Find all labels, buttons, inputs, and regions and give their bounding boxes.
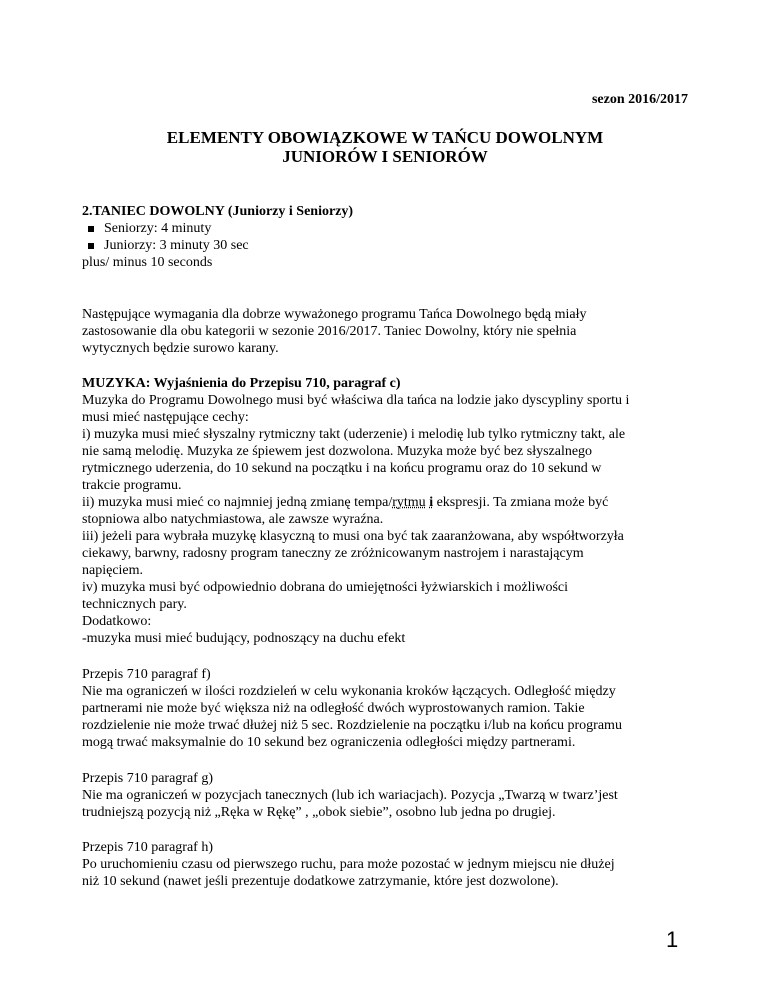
square-bullet-icon	[88, 226, 94, 232]
music-heading: MUZYKA: Wyjaśnienia do Przepisu 710, paragraf c)	[82, 376, 401, 391]
text-span: ii) muzyka musi mieć co najmniej jedną zmianę tempa/	[82, 495, 393, 510]
rule-g-section	[82, 770, 688, 821]
text-line: nie samą melodię. Muzyka ze śpiewem jest dozwolona. Muzyka może być bez słyszalnego	[82, 444, 593, 459]
text-line: mogą trwać maksymalnie do 10 sekund bez ograniczenia odległości między partnerami.	[82, 735, 576, 750]
bullet-item	[82, 220, 688, 237]
text-line: iii) jeżeli para wybrała muzykę klasyczną to musi ona być tak zaaranżowana, aby współtworzyła	[82, 529, 624, 544]
underlined-word: rytmu	[392, 495, 426, 510]
text-line: rytmicznego uderzenia, do 10 sekund na początku i na końcu programu oraz do 10 sekund w	[82, 461, 602, 476]
square-bullet-icon	[88, 243, 94, 249]
text-line: musi mieć następujące cechy:	[82, 410, 249, 425]
text-span: ekspresji. Ta zmiana może być	[433, 495, 609, 510]
text-line: -muzyka musi mieć budujący, podnoszący na duchu efekt	[82, 631, 406, 646]
section-free-dance	[82, 203, 688, 271]
title-line-2: JUNIORÓW I SENIORÓW	[282, 147, 488, 166]
bullet-item	[82, 237, 688, 254]
rule-heading: Przepis 710 paragraf h)	[82, 840, 214, 855]
text-line: trudniejszą pozycją niż „Ręka w Rękę” , „obok siebie”, osobno lub jedna po drugiej.	[82, 805, 556, 820]
music-section	[82, 375, 688, 647]
text-line: niż 10 sekund (nawet jeśli prezentuje dodatkowe zatrzymanie, które jest dozwolone).	[82, 874, 559, 889]
rule-heading: Przepis 710 paragraf g)	[82, 771, 214, 786]
text-line: wytycznych będzie surowo karany.	[82, 341, 279, 356]
text-line: technicznych pary.	[82, 597, 187, 612]
text-line: Dodatkowo:	[82, 614, 152, 629]
time-tolerance: plus/ minus 10 seconds	[82, 255, 213, 270]
document-title	[82, 128, 688, 166]
text-line: rozdzielenie nie może trwać dłużej niż 5 sec. Rozdzielenie na początku i/lub na końcu programu	[82, 718, 622, 733]
section-heading: 2.TANIEC DOWOLNY (Juniorzy i Seniorzy)	[82, 204, 354, 219]
season-label: sezon 2016/2017	[591, 92, 688, 107]
text-line: Następujące wymagania dla dobrze wyważonego programu Tańca Dowolnego będą miały	[82, 307, 587, 322]
text-line: stopniowa albo natychmiastowa, ale zawsze wyraźna.	[82, 512, 384, 527]
text-line: Nie ma ograniczeń w ilości rozdzieleń w celu wykonania kroków łączących. Odległość między	[82, 684, 616, 699]
bold-conjunction: i	[429, 495, 434, 510]
text-line: ciekawy, barwny, radosny program taneczny ze zróżnicowanym nastrojem i narastającym	[82, 546, 584, 561]
title-line-1: ELEMENTY OBOWIĄZKOWE W TAŃCU DOWOLNYM	[166, 128, 604, 147]
rule-f-section	[82, 666, 688, 751]
text-line: Po uruchomieniu czasu od pierwszego ruchu, para może pozostać w jednym miejscu nie dłużej	[82, 857, 615, 872]
text-line: napięciem.	[82, 563, 144, 578]
text-line: trakcie programu.	[82, 478, 182, 493]
text-line: i) muzyka musi mieć słyszalny rytmiczny takt (uderzenie) i melodię lub tylko rytmiczny takt, ale	[82, 427, 626, 442]
intro-paragraph	[82, 306, 688, 357]
rule-heading: Przepis 710 paragraf f)	[82, 667, 211, 682]
rule-h-section	[82, 839, 688, 890]
text-line: zastosowanie dla obu kategorii w sezonie 2016/2017. Taniec Dowolny, który nie spełnia	[82, 324, 577, 339]
text-line: Muzyka do Programu Dowolnego musi być właściwa dla tańca na lodzie jako dyscypliny sportu i	[82, 393, 630, 408]
text-line: Nie ma ograniczeń w pozycjach tanecznych (lub ich wariacjach). Pozycja „Twarzą w twarz’jest	[82, 788, 618, 803]
bullet-text: Seniorzy: 4 minuty	[104, 221, 212, 236]
text-line: partnerami nie może być większa niż na odległość dwóch wyprostowanych ramion. Takie	[82, 701, 585, 716]
page-number: 1	[666, 927, 679, 952]
text-line: iv) muzyka musi być odpowiednio dobrana do umiejętności łyżwiarskich i możliwości	[82, 580, 569, 595]
bullet-text: Juniorzy: 3 minuty 30 sec	[104, 238, 249, 253]
text-line	[82, 494, 688, 511]
